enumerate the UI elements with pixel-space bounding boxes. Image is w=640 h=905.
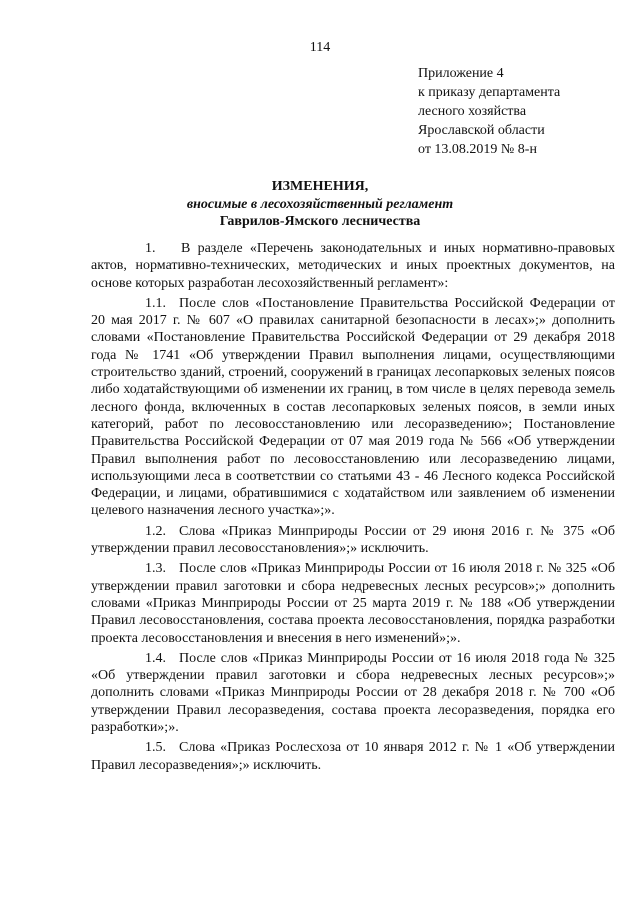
heading-subtitle-2: Гаврилов-Ямского лесничества xyxy=(219,214,421,229)
item-number: 1.3. xyxy=(145,561,166,577)
item-number: 1.5. xyxy=(145,740,166,756)
appendix-line: Приложение 4 xyxy=(418,66,504,81)
heading-title: ИЗМЕНЕНИЯ, xyxy=(271,179,369,194)
paragraph-item xyxy=(91,523,615,558)
paragraph-item xyxy=(91,295,615,520)
appendix-line: от 13.08.2019 № 8-н xyxy=(418,142,537,157)
document-body xyxy=(91,240,615,777)
document-heading xyxy=(0,178,640,231)
paragraph-item xyxy=(91,240,615,292)
appendix-line: к приказу департамента xyxy=(418,85,561,100)
paragraph-item xyxy=(91,739,615,774)
appendix-line: лесного хозяйства xyxy=(418,104,527,119)
heading-subtitle: вносимые в лесохозяйственный регламент xyxy=(186,196,454,212)
item-text: Слова «Приказ Рослесхоза от 10 января 2012 г. № 1 «Об утверждении Правил лесоразведения»;» исключить. xyxy=(91,740,615,773)
appendix-line: Ярославской области xyxy=(418,123,545,138)
item-text: Слова «Приказ Минприроды России от 29 июня 2016 г. № 375 «Об утверждении правил лесовосстановления»;» исключить. xyxy=(91,523,615,557)
item-text: После слов «Постановление Правительства Российской Федерации от 20 мая 2017 г. № 607 «О правилах санитарной безопасности в лесах»;» дополнить словами «Постановление Правительства Российской Федерации от 29 декабря 2018 года № 1741 «Об утверждении Правил выполнения лицами, осуществляющими строительство зданий, строений, сооружений в границах лесопарковых зеленых поясов либо ходатайствующими об изменении их границ, в том числе в целях перевода земель лесного фонда, включенных в состав лесопарковых зеленых поясов, в земли иных категорий, работ по лесовосстановлению или лесоразведению»; Постановление Правительства Российской Федерации от 07 мая 2019 года № 566 «Об утверждении Правил выполнения работ по лесовосстановлению или лесоразведению лицами, использующими леса в соответствии со статьями 43 - 46 Лесного кодекса Российской Федерации, и лицами, обратившимися с ходатайством или заявлением об изменении целевого назначения лесного участка»;». xyxy=(91,295,615,519)
item-text: После слов «Приказ Минприроды России от 16 июля 2018 г. № 325 «Об утверждении правил заготовки и сбора недревесных лесных ресурсов»;» дополнить словами «Приказ Минприроды России от 25 марта 2019 г. № 188 «Об утверждении Правил лесовосстановления, состава проекта лесовосстановления, порядка разработки проекта лесовосстановления и внесения в него изменений»;». xyxy=(91,561,615,646)
item-text: В разделе «Перечень законодательных и иных нормативно-правовых актов, нормативно-технических, методических и иных проектных документов, на основе которых разработан лесохозяйственный регламент»: xyxy=(91,241,615,291)
item-number: 1.1. xyxy=(145,295,166,311)
page-number: 114 xyxy=(309,40,331,55)
paragraph-item xyxy=(91,650,615,736)
paragraph-item xyxy=(91,560,615,646)
item-number: 1.2. xyxy=(145,523,166,539)
item-number: 1.4. xyxy=(145,650,166,666)
item-number: 1. xyxy=(145,241,156,256)
appendix-block xyxy=(418,64,560,159)
item-text: После слов «Приказ Минприроды России от 16 июля 2018 года № 325 «Об утверждении правил заготовки и сбора недревесных лесных ресурсов»;» дополнить словами «Приказ Минприроды России от 28 декабря 2018 г. № 700 «Об утверждении Правил лесоразведения, состава проекта лесоразведения, порядка его разработки»;». xyxy=(91,650,615,736)
